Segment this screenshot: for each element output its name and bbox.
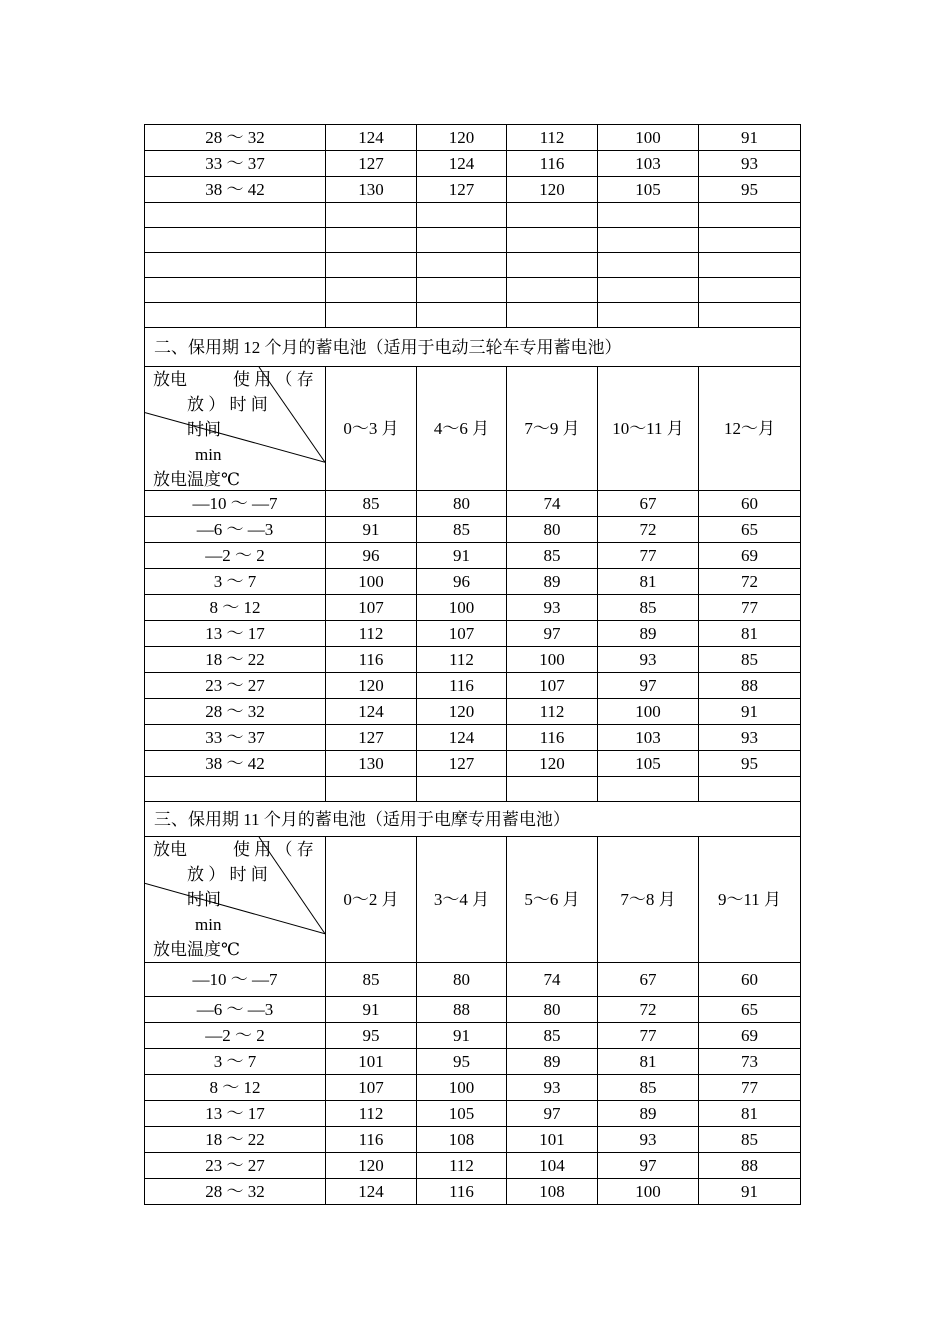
period-column-header: 0～2 月: [326, 837, 417, 963]
minutes-cell: 108: [507, 1179, 598, 1205]
diagonal-line: [145, 413, 325, 463]
minutes-cell: 69: [699, 1023, 801, 1049]
minutes-cell: 112: [507, 699, 598, 725]
minutes-cell: 97: [598, 673, 699, 699]
minutes-cell: 74: [507, 491, 598, 517]
empty-cell: [507, 303, 598, 328]
minutes-cell: 127: [417, 751, 507, 777]
minutes-cell: 80: [417, 963, 507, 997]
empty-cell: [598, 777, 699, 802]
table-row: [145, 1101, 801, 1127]
minutes-cell: 120: [417, 699, 507, 725]
minutes-cell: 127: [326, 725, 417, 751]
corner-label-temperature: 放电温度℃: [153, 470, 241, 489]
empty-cell: [417, 777, 507, 802]
minutes-cell: 67: [598, 963, 699, 997]
empty-cell: [699, 303, 801, 328]
section-title: 二、保用期 12 个月的蓄电池（适用于电动三轮车专用蓄电池）: [145, 328, 801, 367]
minutes-cell: 116: [417, 673, 507, 699]
minutes-cell: 124: [417, 725, 507, 751]
minutes-cell: 93: [598, 647, 699, 673]
empty-cell: [507, 203, 598, 228]
minutes-cell: 108: [417, 1127, 507, 1153]
minutes-cell: 91: [417, 1023, 507, 1049]
empty-cell: [507, 228, 598, 253]
empty-row: [145, 777, 801, 802]
corner-label-unit: min: [195, 445, 222, 464]
table-row: [145, 751, 801, 777]
table-row: [145, 151, 801, 177]
minutes-cell: 97: [507, 621, 598, 647]
diagonal-corner-header: [145, 367, 326, 491]
minutes-cell: 107: [326, 595, 417, 621]
temperature-range-cell: —10 ～ —7: [145, 963, 326, 997]
diagonal-line: [145, 883, 325, 933]
temperature-range-cell: 28 ～ 32: [145, 1179, 326, 1205]
minutes-cell: 112: [326, 621, 417, 647]
minutes-cell: 60: [699, 491, 801, 517]
minutes-cell: 65: [699, 517, 801, 543]
empty-cell: [326, 303, 417, 328]
empty-cell: [145, 203, 326, 228]
minutes-cell: 85: [507, 543, 598, 569]
minutes-cell: 93: [699, 151, 801, 177]
minutes-cell: 77: [598, 1023, 699, 1049]
minutes-cell: 100: [598, 699, 699, 725]
empty-cell: [417, 228, 507, 253]
temperature-range-cell: 13 ～ 17: [145, 1101, 326, 1127]
minutes-cell: 85: [417, 517, 507, 543]
temperature-range-cell: 38 ～ 42: [145, 751, 326, 777]
empty-cell: [507, 253, 598, 278]
minutes-cell: 77: [699, 595, 801, 621]
table-row: [145, 491, 801, 517]
minutes-cell: 112: [417, 1153, 507, 1179]
minutes-cell: 120: [326, 1153, 417, 1179]
minutes-cell: 81: [699, 621, 801, 647]
empty-cell: [598, 203, 699, 228]
empty-row: [145, 228, 801, 253]
minutes-cell: 85: [699, 647, 801, 673]
temperature-range-cell: —10 ～ —7: [145, 491, 326, 517]
minutes-cell: 105: [598, 751, 699, 777]
table-row: [145, 725, 801, 751]
period-column-header: 5～6 月: [507, 837, 598, 963]
table-row: [145, 543, 801, 569]
empty-cell: [145, 777, 326, 802]
temperature-range-cell: 38 ～ 42: [145, 177, 326, 203]
minutes-cell: 101: [507, 1127, 598, 1153]
corner-label-time: 时间: [187, 890, 221, 909]
table-row: [145, 621, 801, 647]
minutes-cell: 77: [699, 1075, 801, 1101]
corner-label-discharge: 放电: [153, 840, 187, 859]
minutes-cell: 100: [417, 1075, 507, 1101]
minutes-cell: 104: [507, 1153, 598, 1179]
minutes-cell: 120: [326, 673, 417, 699]
minutes-cell: 80: [417, 491, 507, 517]
minutes-cell: 100: [598, 125, 699, 151]
minutes-cell: 88: [417, 997, 507, 1023]
minutes-cell: 73: [699, 1049, 801, 1075]
empty-cell: [598, 303, 699, 328]
minutes-cell: 120: [417, 125, 507, 151]
empty-row: [145, 303, 801, 328]
temperature-range-cell: 28 ～ 32: [145, 699, 326, 725]
empty-cell: [699, 777, 801, 802]
table-row: [145, 1075, 801, 1101]
minutes-cell: 80: [507, 997, 598, 1023]
temperature-range-cell: 8 ～ 12: [145, 1075, 326, 1101]
corner-label-storage-time: 放 ） 时 间: [187, 395, 268, 414]
minutes-cell: 81: [699, 1101, 801, 1127]
table-row: [145, 177, 801, 203]
empty-cell: [417, 253, 507, 278]
minutes-cell: 95: [699, 177, 801, 203]
table-row: [145, 673, 801, 699]
empty-row: [145, 253, 801, 278]
minutes-cell: 96: [326, 543, 417, 569]
empty-cell: [326, 228, 417, 253]
minutes-cell: 112: [326, 1101, 417, 1127]
minutes-cell: 100: [417, 595, 507, 621]
table-row: [145, 997, 801, 1023]
empty-cell: [326, 253, 417, 278]
temperature-range-cell: —6 ～ —3: [145, 517, 326, 543]
minutes-cell: 95: [699, 751, 801, 777]
minutes-cell: 93: [699, 725, 801, 751]
minutes-cell: 107: [507, 673, 598, 699]
minutes-cell: 88: [699, 673, 801, 699]
minutes-cell: 127: [326, 151, 417, 177]
table-row: [145, 125, 801, 151]
minutes-cell: 72: [699, 569, 801, 595]
temperature-range-cell: —6 ～ —3: [145, 997, 326, 1023]
table-row: [145, 1049, 801, 1075]
minutes-cell: 69: [699, 543, 801, 569]
empty-row: [145, 278, 801, 303]
period-column-header: 3～4 月: [417, 837, 507, 963]
minutes-cell: 89: [507, 1049, 598, 1075]
minutes-cell: 74: [507, 963, 598, 997]
minutes-cell: 67: [598, 491, 699, 517]
minutes-cell: 124: [326, 699, 417, 725]
minutes-cell: 89: [507, 569, 598, 595]
empty-cell: [598, 228, 699, 253]
minutes-cell: 95: [417, 1049, 507, 1075]
empty-cell: [507, 278, 598, 303]
minutes-cell: 130: [326, 751, 417, 777]
minutes-cell: 101: [326, 1049, 417, 1075]
period-column-header: 12～月: [699, 367, 801, 491]
minutes-cell: 116: [326, 647, 417, 673]
discharge-time-table: [144, 124, 801, 1205]
minutes-cell: 72: [598, 517, 699, 543]
minutes-cell: 116: [507, 725, 598, 751]
minutes-cell: 124: [417, 151, 507, 177]
section-title: 三、保用期 11 个月的蓄电池（适用于电摩专用蓄电池）: [145, 802, 801, 837]
minutes-cell: 89: [598, 1101, 699, 1127]
section-title-row: [145, 328, 801, 367]
empty-cell: [417, 278, 507, 303]
empty-cell: [699, 203, 801, 228]
table-row: [145, 1127, 801, 1153]
minutes-cell: 107: [417, 621, 507, 647]
minutes-cell: 91: [326, 517, 417, 543]
empty-cell: [598, 278, 699, 303]
minutes-cell: 116: [507, 151, 598, 177]
table-row: [145, 517, 801, 543]
minutes-cell: 107: [326, 1075, 417, 1101]
minutes-cell: 81: [598, 569, 699, 595]
diagonal-corner-header: [145, 837, 326, 963]
empty-cell: [417, 303, 507, 328]
temperature-range-cell: 18 ～ 22: [145, 647, 326, 673]
table-row: [145, 963, 801, 997]
minutes-cell: 91: [699, 125, 801, 151]
empty-cell: [507, 777, 598, 802]
minutes-cell: 124: [326, 1179, 417, 1205]
minutes-cell: 97: [507, 1101, 598, 1127]
temperature-range-cell: 8 ～ 12: [145, 595, 326, 621]
empty-cell: [326, 777, 417, 802]
period-column-header: 7～8 月: [598, 837, 699, 963]
minutes-cell: 112: [507, 125, 598, 151]
corner-label-discharge: 放电: [153, 370, 187, 389]
minutes-cell: 72: [598, 997, 699, 1023]
empty-cell: [145, 253, 326, 278]
minutes-cell: 103: [598, 151, 699, 177]
empty-cell: [145, 228, 326, 253]
period-column-header: 10～11 月: [598, 367, 699, 491]
minutes-cell: 127: [417, 177, 507, 203]
minutes-cell: 116: [326, 1127, 417, 1153]
period-column-header: 0～3 月: [326, 367, 417, 491]
minutes-cell: 105: [598, 177, 699, 203]
minutes-cell: 77: [598, 543, 699, 569]
minutes-cell: 85: [326, 491, 417, 517]
section-title-row: [145, 802, 801, 837]
minutes-cell: 89: [598, 621, 699, 647]
temperature-range-cell: 3 ～ 7: [145, 569, 326, 595]
table-row: [145, 569, 801, 595]
minutes-cell: 80: [507, 517, 598, 543]
minutes-cell: 100: [598, 1179, 699, 1205]
temperature-range-cell: —2 ～ 2: [145, 1023, 326, 1049]
table-row: [145, 647, 801, 673]
minutes-cell: 96: [417, 569, 507, 595]
table-row: [145, 1023, 801, 1049]
empty-cell: [699, 278, 801, 303]
minutes-cell: 85: [699, 1127, 801, 1153]
minutes-cell: 88: [699, 1153, 801, 1179]
temperature-range-cell: 28 ～ 32: [145, 125, 326, 151]
temperature-range-cell: 3 ～ 7: [145, 1049, 326, 1075]
temperature-range-cell: 23 ～ 27: [145, 673, 326, 699]
empty-cell: [145, 303, 326, 328]
minutes-cell: 103: [598, 725, 699, 751]
minutes-cell: 100: [326, 569, 417, 595]
minutes-cell: 124: [326, 125, 417, 151]
empty-cell: [417, 203, 507, 228]
minutes-cell: 65: [699, 997, 801, 1023]
minutes-cell: 91: [699, 699, 801, 725]
period-column-header: 7～9 月: [507, 367, 598, 491]
empty-cell: [699, 253, 801, 278]
empty-cell: [145, 278, 326, 303]
temperature-range-cell: 23 ～ 27: [145, 1153, 326, 1179]
minutes-cell: 85: [507, 1023, 598, 1049]
minutes-cell: 85: [598, 1075, 699, 1101]
minutes-cell: 85: [598, 595, 699, 621]
minutes-cell: 95: [326, 1023, 417, 1049]
minutes-cell: 93: [507, 595, 598, 621]
temperature-range-cell: 13 ～ 17: [145, 621, 326, 647]
empty-row: [145, 203, 801, 228]
temperature-range-cell: 33 ～ 37: [145, 151, 326, 177]
corner-label-temperature: 放电温度℃: [153, 940, 241, 959]
header-row: [145, 837, 801, 963]
minutes-cell: 116: [417, 1179, 507, 1205]
corner-label-unit: min: [195, 915, 222, 934]
minutes-cell: 120: [507, 751, 598, 777]
minutes-cell: 91: [326, 997, 417, 1023]
table-row: [145, 1179, 801, 1205]
minutes-cell: 85: [326, 963, 417, 997]
minutes-cell: 93: [598, 1127, 699, 1153]
minutes-cell: 91: [699, 1179, 801, 1205]
minutes-cell: 60: [699, 963, 801, 997]
minutes-cell: 120: [507, 177, 598, 203]
table-row: [145, 699, 801, 725]
minutes-cell: 91: [417, 543, 507, 569]
corner-label-usage: 使 用 （ 存: [233, 370, 314, 389]
empty-cell: [326, 203, 417, 228]
minutes-cell: 93: [507, 1075, 598, 1101]
period-column-header: 4～6 月: [417, 367, 507, 491]
minutes-cell: 112: [417, 647, 507, 673]
temperature-range-cell: —2 ～ 2: [145, 543, 326, 569]
empty-cell: [598, 253, 699, 278]
table-row: [145, 1153, 801, 1179]
corner-label-storage-time: 放 ） 时 间: [187, 865, 268, 884]
minutes-cell: 97: [598, 1153, 699, 1179]
temperature-range-cell: 33 ～ 37: [145, 725, 326, 751]
temperature-range-cell: 18 ～ 22: [145, 1127, 326, 1153]
empty-cell: [326, 278, 417, 303]
corner-label-usage: 使 用 （ 存: [233, 840, 314, 859]
minutes-cell: 105: [417, 1101, 507, 1127]
header-row: [145, 367, 801, 491]
period-column-header: 9～11 月: [699, 837, 801, 963]
minutes-cell: 130: [326, 177, 417, 203]
table-row: [145, 595, 801, 621]
corner-label-time: 时间: [187, 420, 221, 439]
empty-cell: [699, 228, 801, 253]
minutes-cell: 81: [598, 1049, 699, 1075]
minutes-cell: 100: [507, 647, 598, 673]
